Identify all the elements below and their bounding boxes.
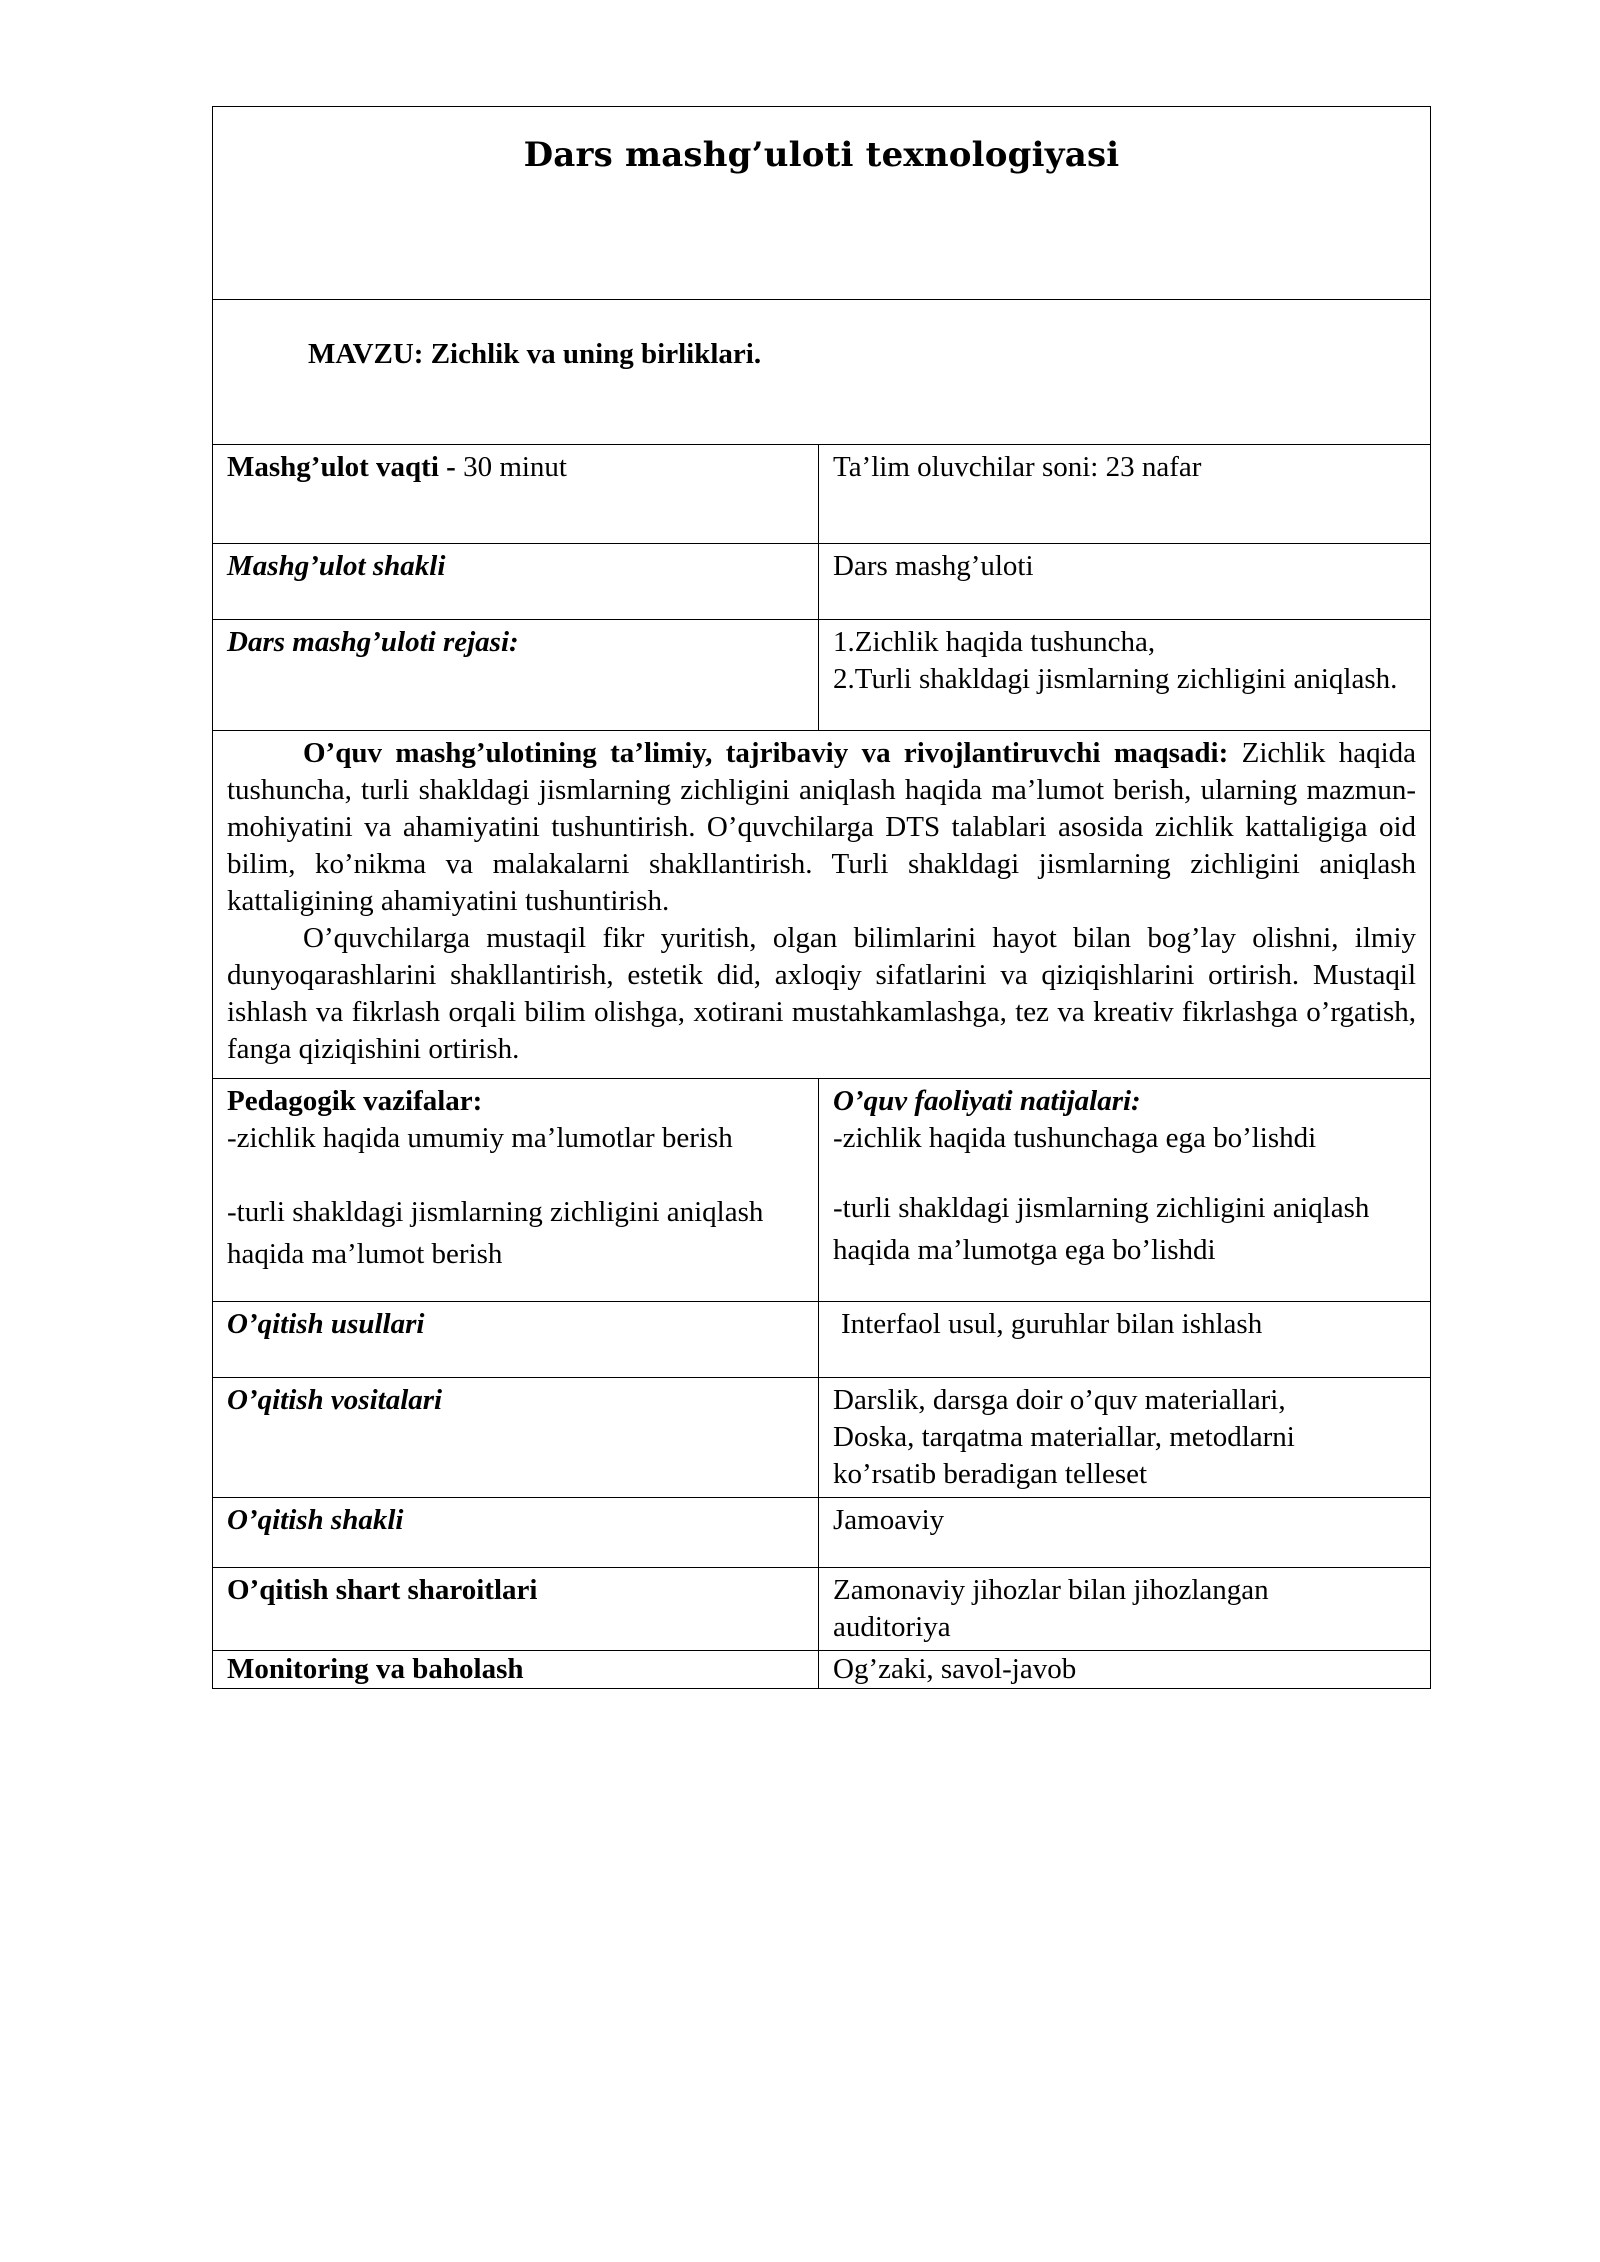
goal-text-2: O’quvchilarga mustaqil fikr yuritish, olgan bilimlarini hayot bilan bog’lay olishni, ilmiy dunyoqarashlarini shakllantirish, estetik did, axloqiy sifatlarini va qiziqishlarini ortirish. Mustaqil ishlash va fikrlash orqali bilim olishga, xotirani mustahkamlashga, tez va kreativ fikrlashga o’rgatish, fanga qiziqishini ortirish. — [227, 922, 1417, 1065]
goal-text-1: Zichlik haqida tushuncha, turli shakldagi jismlarning zichligini aniqlash haqida ma’lumot berish, ularning mazmun-mohiyatini va ahamiyatini tushuntirish. O’quvchilarga DTS talablari asosida zichlik kattaligiga oid bilim, ko’nikma va malakalarni shakllantirish. Turli shakldagi jismlarning zichligini aniqlash kattaligining ahamiyatini tushuntirish. — [227, 737, 1417, 917]
spacer — [833, 1157, 1416, 1187]
pedagogical-task-item: -zichlik haqida umumiy ma’lumotlar berish — [227, 1122, 733, 1154]
students-count-text: Ta’lim oluvchilar soni: 23 nafar — [833, 451, 1202, 483]
time-separator: - — [438, 451, 464, 483]
form-row — [213, 544, 1431, 620]
learning-results-cell — [819, 1079, 1431, 1302]
shape-row — [213, 1498, 1431, 1568]
learning-result-item: -zichlik haqida tushunchaga ega bo’lishdi — [833, 1122, 1317, 1154]
plan-label-cell — [213, 620, 819, 731]
conditions-value-cell — [819, 1568, 1431, 1651]
goal-paragraph-1 — [227, 735, 1416, 920]
tasks-row — [213, 1079, 1431, 1302]
methods-label-cell — [213, 1302, 819, 1378]
learning-result-item: -turli shakldagi jismlarning zichligini aniqlash haqida ma’lumotga ega bo’lishdi — [833, 1192, 1370, 1266]
conditions-label-cell — [213, 1568, 819, 1651]
monitoring-label-cell — [213, 1651, 819, 1689]
learning-results-heading: O’quv faoliyati natijalari: — [833, 1085, 1141, 1117]
spacer — [227, 1157, 804, 1191]
goal-paragraph-2 — [227, 920, 1416, 1068]
methods-value: Interfaol usul, guruhlar bilan ishlash — [841, 1308, 1263, 1340]
plan-item: 2.Turli shakldagi jismlarning zichligini aniqlash. — [833, 663, 1398, 695]
topic-text: MAVZU: Zichlik va uning birliklari. — [308, 338, 762, 370]
monitoring-value: Og’zaki, savol-javob — [833, 1653, 1077, 1685]
conditions-value: Zamonaviy jihozlar bilan jihozlangan auditoriya — [833, 1574, 1269, 1643]
pedagogical-tasks-cell — [213, 1079, 819, 1302]
shape-value-cell — [819, 1498, 1431, 1568]
tools-label-cell — [213, 1378, 819, 1498]
form-label: Mashg’ulot shakli — [227, 550, 446, 582]
form-label-cell — [213, 544, 819, 620]
goal-row — [213, 731, 1431, 1079]
form-value: Dars mashg’uloti — [833, 550, 1034, 582]
shape-label-cell — [213, 1498, 819, 1568]
plan-row — [213, 620, 1431, 731]
goal-cell — [213, 731, 1431, 1079]
topic-row — [213, 300, 1431, 445]
lesson-plan-table — [212, 106, 1431, 1689]
time-cell — [213, 445, 819, 544]
plan-items-cell — [819, 620, 1431, 731]
plan-label: Dars mashg’uloti rejasi: — [227, 626, 519, 658]
tools-label: O’qitish vositalari — [227, 1384, 443, 1416]
methods-value-cell — [819, 1302, 1431, 1378]
shape-value: Jamoaviy — [833, 1504, 945, 1536]
pedagogical-tasks-heading: Pedagogik vazifalar: — [227, 1085, 483, 1117]
monitoring-label: Monitoring va baholash — [227, 1653, 524, 1685]
pedagogical-task-item: -turli shakldagi jismlarning zichligini aniqlash haqida ma’lumot berish — [227, 1196, 764, 1270]
topic-cell — [213, 300, 1431, 445]
title-row — [213, 107, 1431, 300]
conditions-label: O’qitish shart sharoitlari — [227, 1574, 538, 1606]
methods-label: O’qitish usullari — [227, 1308, 425, 1340]
document-title: Dars mashg’uloti texnologiyasi — [523, 135, 1120, 175]
monitoring-value-cell — [819, 1651, 1431, 1689]
tools-value-cell — [819, 1378, 1431, 1498]
plan-item: 1.Zichlik haqida tushuncha, — [833, 626, 1156, 658]
shape-label: O’qitish shakli — [227, 1504, 404, 1536]
time-value: 30 minut — [463, 451, 567, 483]
time-row — [213, 445, 1431, 544]
tools-value: Darslik, darsga doir o’quv materiallari, Doska, tarqatma materiallar, metodlarni ko’rsatib beradigan telleset — [833, 1384, 1295, 1490]
tools-row — [213, 1378, 1431, 1498]
methods-row — [213, 1302, 1431, 1378]
form-value-cell — [819, 544, 1431, 620]
monitoring-row — [213, 1651, 1431, 1689]
students-cell — [819, 445, 1431, 544]
time-label: Mashg’ulot vaqti — [227, 451, 439, 483]
title-cell — [213, 107, 1431, 300]
goal-heading: O’quv mashg’ulotining ta’limiy, tajribaviy va rivojlantiruvchi maqsadi: — [303, 737, 1229, 769]
conditions-row — [213, 1568, 1431, 1651]
